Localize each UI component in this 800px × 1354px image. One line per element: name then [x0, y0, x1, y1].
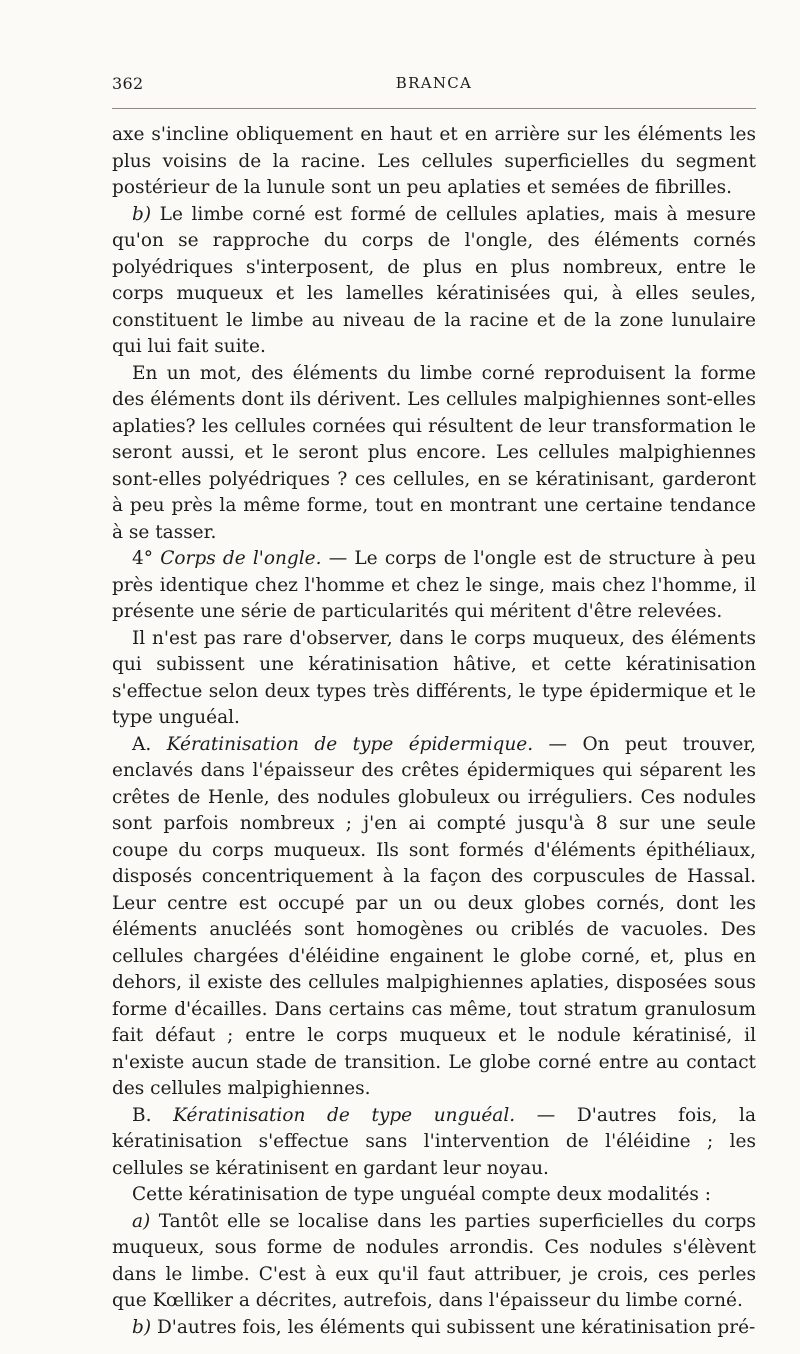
subsection-heading: Kératinisation de type épidermique.: [166, 733, 534, 755]
paragraph-text: D'autres fois, les éléments qui subissent une kératinisation pré-: [151, 1316, 756, 1338]
paragraph-text: Il n'est pas rare d'observer, dans le corps muqueux, des éléments qui subissent une kératinisation hâtive, et cette kératinisation s'effectue selon deux types très différents, le type épidermique et le type unguéal.: [112, 627, 756, 728]
body-text: [112, 122, 756, 1341]
paragraph-b-limbe: [112, 202, 756, 361]
paragraph-text: Le limbe corné est formé de cellules aplaties, mais à mesure qu'on se rapproche du corps de l'ongle, des éléments cornés polyédriques s'interposent, de plus en plus nombreux, entre le corps muqueux et les lamelles kératinisées qui, à elles seules, constituent le limbe au niveau de la racine et de la zone lunulaire qui lui fait suite.: [112, 203, 756, 357]
section-heading: Corps de l'ongle.: [160, 548, 322, 569]
paragraph-text: Cette kératinisation de type unguéal compte deux modalités :: [132, 1184, 711, 1205]
paragraph-continuation: [112, 122, 756, 202]
item-label: a): [132, 1210, 151, 1232]
running-head: BRANCA: [395, 74, 473, 92]
paragraph-text: — On peut trouver, enclavés dans l'épaisseur des crêtes épidermiques qui séparent les crêtes de Henle, des nodules globuleux ou irréguliers. Ces nodules sont parfois nombreux ; j'en ai compté jusqu'à 8 sur une seule coupe du corps muqueux. Ils sont formés d'éléments épithéliaux, disposés concentriquement à la façon des corpuscules de Hassal. Leur centre est occupé par un ou deux globes cornés, dont les éléments anucléés sont homogènes ou criblés de vacuoles. Des cellules chargées d'éléidine engainent le globe corné, et, plus en dehors, il existe des cellules malpighiennes aplaties, disposées sous forme d'écailles. Dans certains cas même, tout stratum granulosum fait défaut ; entre le corps muqueux et le nodule kératinisé, il n'existe aucun stade de transition. Le globe corné entre au contact des cellules malpighiennes.: [112, 733, 756, 1099]
paragraph-type-ungueal: [112, 1103, 756, 1183]
section-number: 4°: [132, 548, 161, 569]
page-number: 362: [112, 74, 144, 93]
item-label: b): [132, 203, 152, 225]
paragraph-text: — Le corps de l'ongle est de structure à peu près identique chez l'homme et chez le singe, mais chez l'homme, il présente une série de particularités qui méritent d'être relevées.: [112, 548, 756, 622]
paragraph-summary: [112, 361, 756, 547]
paragraph-a-tantot: [112, 1209, 756, 1315]
page-header: [112, 74, 756, 100]
subsection-heading: Kératinisation de type unguéal.: [173, 1104, 516, 1126]
subsection-label: A.: [132, 733, 167, 755]
item-label: b): [132, 1316, 152, 1338]
paragraph-text: Tantôt elle se localise dans les parties superficielles du corps muqueux, sous forme de nodules arrondis. Ces nodules s'élèvent dans le limbe. C'est à eux qu'il faut attribuer, je crois, ces perles que Kœlliker a décrites, autrefois, dans l'épaisseur du limbe corné.: [112, 1210, 756, 1311]
paragraph-type-epidermique: [112, 732, 756, 1103]
paragraph-corps-ongle: [112, 546, 756, 626]
subsection-label: B.: [132, 1104, 174, 1126]
paragraph-modalites: [112, 1182, 756, 1209]
header-rule: [112, 108, 756, 109]
paragraph-text: En un mot, des éléments du limbe corné reproduisent la forme des éléments dont ils dérivent. Les cellules malpighiennes sont-elles aplaties? les cellules cornées qui résultent de leur transformation le seront aussi, et le seront plus encore. Les cellules malpighiennes sont-elles polyédriques ? ces cellules, en se kératinisant, garderont à peu près la même forme, tout en montrant une certaine tendance à se tasser.: [112, 362, 756, 543]
paragraph-keratinisation-types: [112, 626, 756, 732]
paragraph-text: — D'autres fois, la kératinisation s'effectue sans l'intervention de l'éléidine ; les cellules se kératinisent en gardant leur noyau.: [112, 1104, 757, 1179]
paragraph-text: axe s'incline obliquement en haut et en arrière sur les éléments les plus voisins de la racine. Les cellules superficielles du segment postérieur de la lunule sont un peu aplaties et semées de fibrilles.: [112, 124, 756, 198]
paragraph-b-autres-fois: [112, 1315, 756, 1342]
